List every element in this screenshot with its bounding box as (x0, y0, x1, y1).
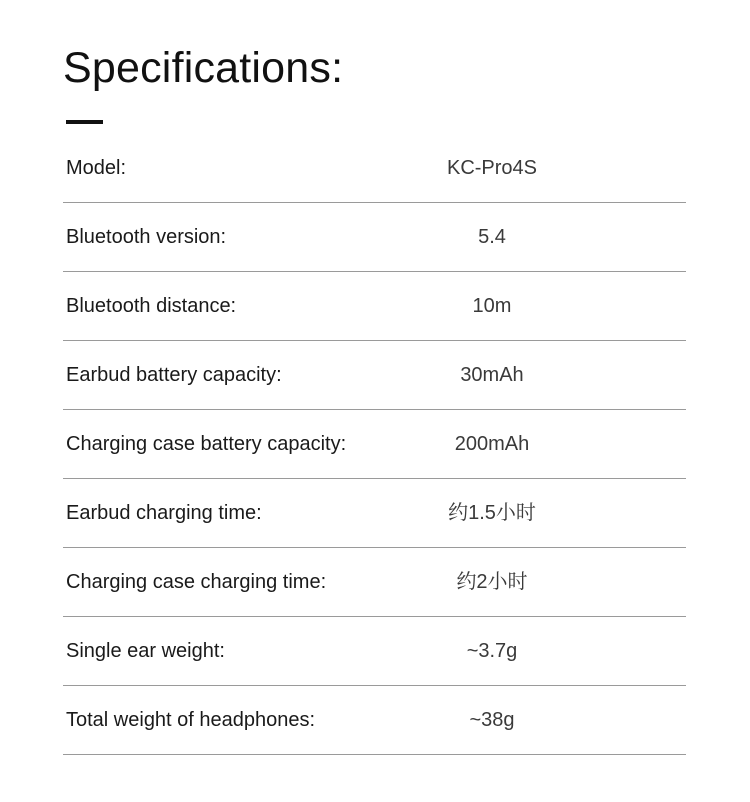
spec-value: 5.4 (478, 226, 506, 248)
spec-label: Charging case battery capacity: (66, 433, 347, 455)
spec-value: ~3.7g (466, 640, 518, 662)
spec-label: Charging case charging time: (66, 571, 327, 593)
spec-value: 约1.5小时 (448, 502, 536, 524)
spec-row-case-charging-time (63, 548, 686, 617)
spec-label: Model: (66, 157, 127, 179)
spec-row-total-weight (63, 686, 686, 755)
spec-row-case-battery (63, 410, 686, 479)
spec-label: Bluetooth distance: (66, 295, 237, 317)
spec-label: Total weight of headphones: (66, 709, 316, 731)
spec-row-bluetooth-version (63, 203, 686, 272)
spec-row-model (63, 134, 686, 203)
spec-value: 约2小时 (456, 571, 528, 593)
spec-value: ~38g (469, 709, 515, 731)
spec-table (63, 134, 686, 755)
spec-row-bluetooth-distance (63, 272, 686, 341)
spec-label: Bluetooth version: (66, 226, 227, 248)
spec-value: KC-Pro4S (446, 157, 538, 179)
spec-label: Single ear weight: (66, 640, 225, 662)
title-underline (66, 120, 103, 124)
spec-row-earbud-battery (63, 341, 686, 410)
spec-value: 30mAh (460, 364, 524, 386)
spec-value: 10m (472, 295, 512, 317)
spec-value: 200mAh (454, 433, 530, 455)
page-title: Specifications: (63, 44, 344, 92)
spec-row-single-ear-weight (63, 617, 686, 686)
spec-label: Earbud charging time: (66, 502, 262, 524)
spec-label: Earbud battery capacity: (66, 364, 282, 386)
spec-row-earbud-charging-time (63, 479, 686, 548)
